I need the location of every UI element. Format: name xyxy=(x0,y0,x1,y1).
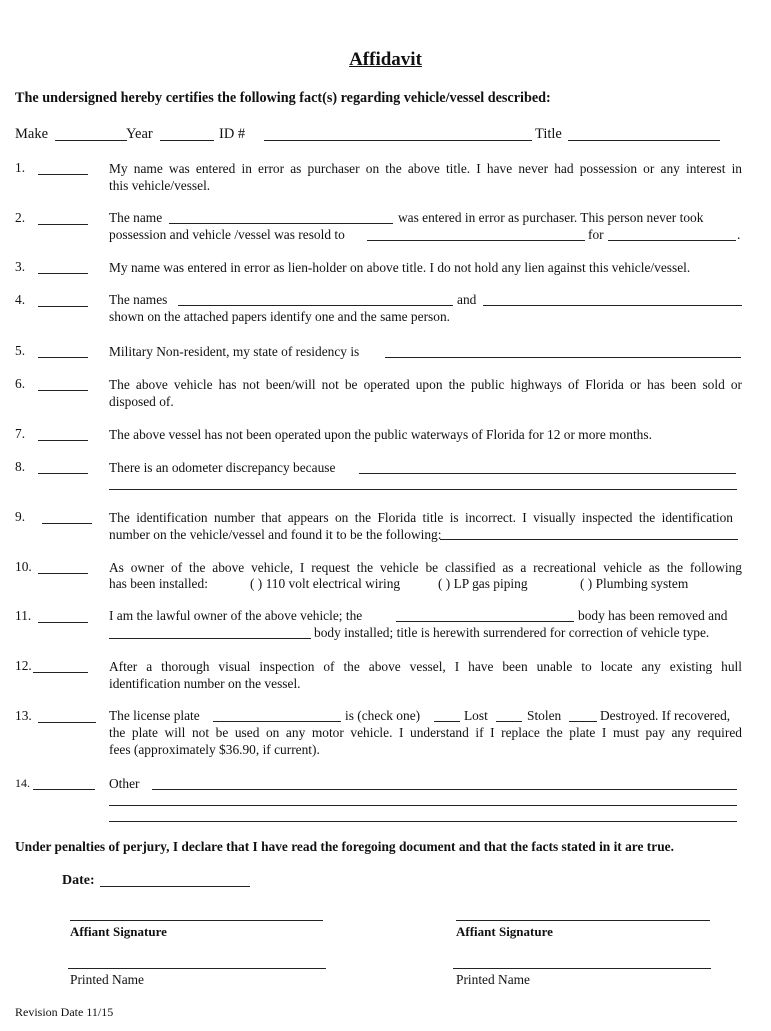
item-14-check[interactable] xyxy=(33,789,95,790)
item-6-check[interactable] xyxy=(38,390,88,391)
item-10-text xyxy=(109,559,742,591)
item-6-line1: The above vehicle has not been/will not be operated upon the public highways of Florida or has been sold or xyxy=(109,377,742,392)
other-field-2[interactable] xyxy=(109,805,737,806)
item-2-resold-field[interactable] xyxy=(367,240,585,241)
item-8-check[interactable] xyxy=(38,473,88,474)
item-2-for-field[interactable] xyxy=(608,240,736,241)
item-8-reason-field-2[interactable] xyxy=(109,489,737,490)
item-9-vin-field[interactable] xyxy=(440,539,738,540)
item-1-check[interactable] xyxy=(38,174,88,175)
item-number: 10. xyxy=(15,559,32,574)
item-2-c: possession and vehicle /vessel was resold to xyxy=(109,227,345,242)
perjury-declaration: Under penalties of perjury, I declare that I have read the foregoing document and that the facts stated in it are true. xyxy=(15,839,674,854)
item-number: 7. xyxy=(15,426,26,441)
item-13-a: The license plate xyxy=(109,708,200,723)
document-title: Affidavit xyxy=(349,49,422,70)
item-number: 6. xyxy=(15,376,26,391)
item-13-e: Destroyed. If recovered, xyxy=(600,708,731,723)
make-field[interactable] xyxy=(55,140,127,141)
stolen-check[interactable] xyxy=(496,721,522,722)
printed-name-line-left[interactable] xyxy=(68,968,326,969)
item-11-removed-body-field[interactable] xyxy=(396,621,574,622)
destroyed-check[interactable] xyxy=(569,721,597,722)
affiant-signature-line-left[interactable] xyxy=(70,920,323,921)
item-6-text xyxy=(109,376,742,410)
item-13-c: Lost xyxy=(464,708,488,723)
item-2-e: . xyxy=(737,227,741,242)
year-field[interactable] xyxy=(160,140,214,141)
item-1-line2: this vehicle/vessel. xyxy=(109,178,211,193)
item-2-check[interactable] xyxy=(38,224,88,225)
title-label: Title xyxy=(535,126,562,142)
item-10-check[interactable] xyxy=(38,573,88,574)
item-number: 12. xyxy=(15,658,32,673)
item-7-check[interactable] xyxy=(38,440,88,441)
item-11-a: I am the lawful owner of the above vehicle; the xyxy=(109,608,363,623)
item-4-name1-field[interactable] xyxy=(178,305,453,306)
item-12-line2: identification number on the vessel. xyxy=(109,676,301,691)
printed-name-label-right: Printed Name xyxy=(456,972,531,987)
license-plate-field[interactable] xyxy=(213,721,341,722)
item-number: 13. xyxy=(15,708,32,723)
item-1-line1: My name was entered in error as purchaser on the above title. I have never had possession or any interest in xyxy=(109,161,742,176)
date-label: Date: xyxy=(62,873,95,888)
item-8-line1: There is an odometer discrepancy because xyxy=(109,460,336,475)
lost-check[interactable] xyxy=(434,721,460,722)
other-field-3[interactable] xyxy=(109,821,737,822)
item-13-d: Stolen xyxy=(527,708,562,723)
option-plumbing-system[interactable]: ( ) Plumbing system xyxy=(580,576,689,591)
item-13-b: is (check one) xyxy=(345,708,421,723)
item-7-line1: The above vessel has not been operated upon the public waterways of Florida for 12 or more months. xyxy=(109,427,652,442)
item-number: 4. xyxy=(15,292,26,307)
item-10-line2: has been installed: xyxy=(109,576,208,591)
id-label: ID # xyxy=(219,126,246,142)
item-number: 3. xyxy=(15,259,26,274)
item-9-line1: The identification number that appears on the Florida title is incorrect. I visually inspected the identification xyxy=(109,510,733,525)
item-8-reason-field[interactable] xyxy=(359,473,736,474)
item-12-check[interactable] xyxy=(33,672,88,673)
item-number: 14. xyxy=(15,776,30,790)
item-11-check[interactable] xyxy=(38,622,88,623)
item-number: 2. xyxy=(15,210,26,225)
item-9-line2: number on the vehicle/vessel and found it to be the following: xyxy=(109,527,442,542)
item-4-b: and xyxy=(457,292,477,307)
item-13-line2: the plate will not be used on any motor vehicle. I understand if I replace the plate I must pay any required xyxy=(109,725,742,740)
item-number: 11. xyxy=(15,608,32,623)
item-4-check[interactable] xyxy=(38,306,88,307)
title-field[interactable] xyxy=(568,140,720,141)
item-2-d: for xyxy=(588,227,604,242)
item-3-line1: My name was entered in error as lien-holder on above title. I do not hold any lien against this vehicle/vessel. xyxy=(109,260,691,275)
item-number: 9. xyxy=(15,509,26,524)
revision-date: Revision Date 11/15 xyxy=(15,1005,114,1019)
id-field[interactable] xyxy=(264,140,532,141)
item-12-text xyxy=(109,658,742,692)
affiant-signature-label-left: Affiant Signature xyxy=(70,924,167,939)
option-electrical-wiring[interactable]: ( ) 110 volt electrical wiring xyxy=(250,576,401,591)
printed-name-label-left: Printed Name xyxy=(70,972,145,987)
item-4-line2: shown on the attached papers identify one and the same person. xyxy=(109,309,450,324)
other-field-1[interactable] xyxy=(152,789,737,790)
item-2-name-field[interactable] xyxy=(169,223,393,224)
option-lp-gas-piping[interactable]: ( ) LP gas piping xyxy=(438,576,528,591)
item-2-b: was entered in error as purchaser. This person never took xyxy=(398,210,704,225)
item-11-b: body has been removed and xyxy=(578,608,728,623)
item-9-check[interactable] xyxy=(42,523,92,524)
item-13-check[interactable] xyxy=(38,722,96,723)
item-11-installed-body-field[interactable] xyxy=(109,638,311,639)
item-5-check[interactable] xyxy=(38,357,88,358)
item-5-line1: Military Non-resident, my state of residency is xyxy=(109,344,360,359)
printed-name-line-right[interactable] xyxy=(453,968,711,969)
item-13-line3: fees (approximately $36.90, if current). xyxy=(109,742,320,757)
item-6-line2: disposed of. xyxy=(109,394,174,409)
item-14-a: Other xyxy=(109,776,140,791)
item-number: 5. xyxy=(15,343,26,358)
item-9-text xyxy=(109,509,742,543)
year-label: Year xyxy=(126,126,153,142)
item-3-check[interactable] xyxy=(38,273,88,274)
item-11-c: body installed; title is herewith surrendered for correction of vehicle type. xyxy=(314,625,710,640)
affiant-signature-label-right: Affiant Signature xyxy=(456,924,553,939)
item-1-text xyxy=(109,160,742,194)
item-4-a: The names xyxy=(109,292,168,307)
item-12-line1: After a thorough visual inspection of the above vessel, I have been unable to locate any existing hull xyxy=(109,659,742,674)
item-number: 8. xyxy=(15,459,26,474)
item-2-a: The name xyxy=(109,210,163,225)
item-5-state-field[interactable] xyxy=(385,357,741,358)
item-4-name2-field[interactable] xyxy=(483,305,742,306)
intro-statement: The undersigned hereby certifies the following fact(s) regarding vehicle/vessel described: xyxy=(15,90,551,106)
make-label: Make xyxy=(15,126,49,142)
date-field[interactable] xyxy=(100,886,250,887)
affiant-signature-line-right[interactable] xyxy=(456,920,710,921)
item-number: 1. xyxy=(15,160,26,175)
item-10-line1: As owner of the above vehicle, I request the vehicle be classified as a recreational vehicle as the following xyxy=(109,560,742,575)
